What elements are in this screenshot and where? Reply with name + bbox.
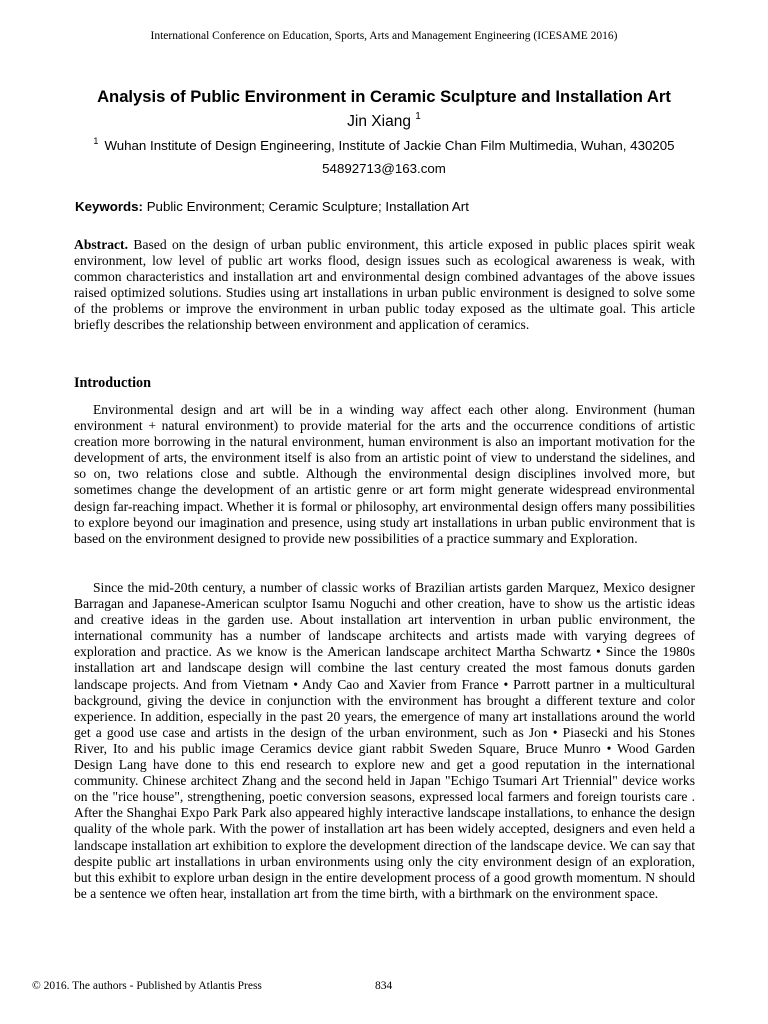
author-name: Jin Xiang: [347, 113, 411, 130]
page-number: 834: [375, 980, 393, 992]
keywords-text: Public Environment; Ceramic Sculpture; Installation Art: [146, 199, 469, 214]
intro-paragraph-1: Environmental design and art will be in a winding way affect each other along. Environment (human environment + natural environment) to provide material for the arts and the occurrence conditions of artistic creation more borrowing in the natural environment, human environment is also an important motivation for the development of arts, the environment itself is also from an artistic point of view to understand the sidelines, and so on, two relations close and subtle. Although the environmental design disciplines involved more, but sometimes change the development of an artistic genre or art form might generate widespread environmental design far-reaching impact. Whether it is formal or philosophy, art environmental design offers many possibilities to explore beyond our imagination and presence, using study art installations in urban public environment that is based on the environment designed to provide new possibilities of a practice summary and Exploration.: [74, 402, 695, 546]
copyright-footer: © 2016. The authors - Published by Atlantis Press: [32, 980, 262, 992]
abstract-label: Abstract.: [74, 237, 128, 252]
intro-paragraph-2: Since the mid-20th century, a number of classic works of Brazilian artists garden Marquez, Mexico designer Barragan and Japanese-American sculptor Isamu Noguchi and other creation, have to show us the artistic ideas and creative ideas in the garden use. About installation art intervention in urban public environment, the international community has a number of landscape architects and artists made with varying degrees of exploration and practice. As we know is the American landscape architect Martha Schwartz • Since the 1980s installation art and landscape design will combine the last century created the most famous donuts garden landscape projects. And from Vietnam • Andy Cao and Xavier from France • Parrott partner in a multicultural background, giving the device in conjunction with the environment has brought a different texture and color experience. In addition, especially in the past 20 years, the emergence of many art installations around the world get a good use case and artists in the design of the urban environment, such as Jon • Piasecki and his Stones River, Ito and his public image Ceramics device giant rabbit Sweden Square, Bruce Munro • Wood Garden Design Lang have done to this end research to explore new and get a good reputation in the international community. Chinese architect Zhang and the second held in Japan "Echigo Tsumari Art Triennial" device works on the "rice house", strengthening, poetic conversion seasons, expressed local farmers and foreign tourists care . After the Shanghai Expo Park Park also appeared highly interactive landscape installations, to enhance the design quality of the whole park. With the power of installation art has been widely accepted, designers and even held a landscape installation art exhibition to explore the development direction of the landscape device. We can say that despite public art installations in urban environments using only the city environment design of an exploration, but this exhibit to explore urban design in the entire development process of a good growth momentum. N should be a sentence we often hear, installation art from the time birth, with a birthmark on the environment space.: [74, 580, 695, 901]
abstract-paragraph: [74, 237, 695, 334]
abstract-text: Based on the design of urban public environment, this article exposed in public places spirit weak environment, low level of public art works flood, design issues such as ecological awareness is weak, with common characteristics and installation art and environmental design combined advantages of the above issues raised optimized solutions. Studies using art installations in urban public environment is designed to solve some of the problems or improve the environment in urban public today exposed as the ultimate goal. This article briefly describes the relationship between environment and application of ceramics.: [74, 237, 695, 333]
keywords-line: [75, 199, 695, 214]
paper-title: Analysis of Public Environment in Ceramic Sculpture and Installation Art: [97, 87, 671, 106]
author-email: 54892713@163.com: [322, 161, 446, 176]
affiliation-marker: 1: [93, 136, 99, 146]
affiliation-line: [0, 138, 768, 153]
author-affiliation-marker: 1: [415, 111, 421, 122]
keywords-label: Keywords:: [75, 199, 143, 214]
author-line: [0, 113, 768, 131]
affiliation-text: Wuhan Institute of Design Engineering, Institute of Jackie Chan Film Multimedia, Wuhan, 430205: [104, 138, 675, 153]
conference-header: International Conference on Education, Sports, Arts and Management Engineering (ICESAME 2016): [150, 30, 618, 42]
section-heading-introduction: Introduction: [74, 375, 151, 391]
